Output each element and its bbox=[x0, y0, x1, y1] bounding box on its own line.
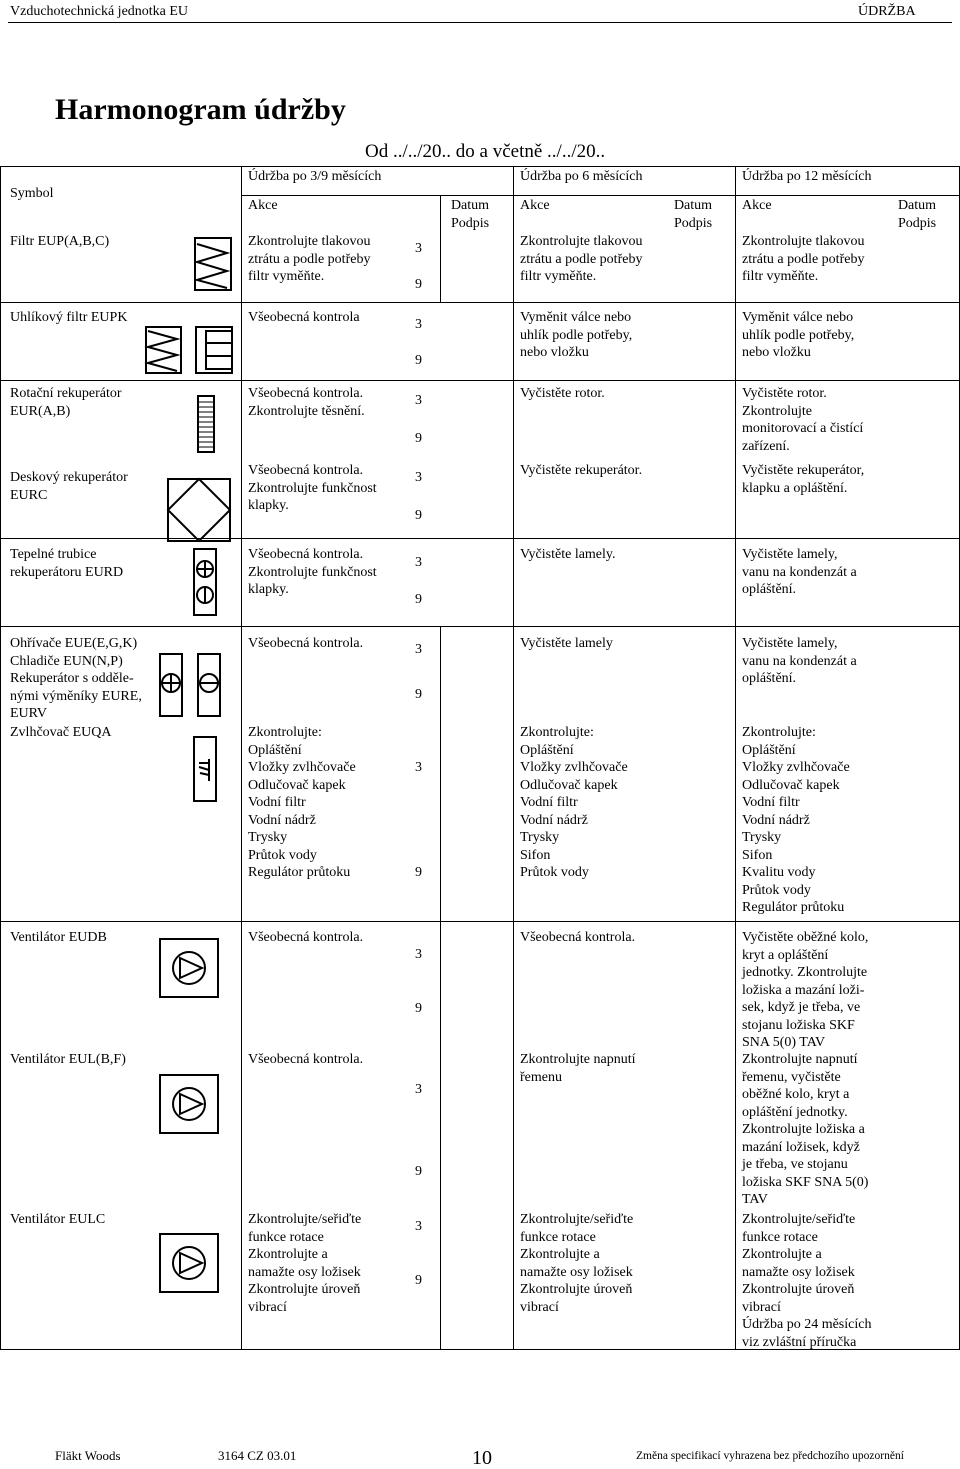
footer-code: 3164 CZ 03.01 bbox=[218, 1448, 297, 1463]
row-rule bbox=[0, 921, 960, 922]
footer-note: Změna specifikací vyhrazena bez předchozího upozornění bbox=[636, 1450, 904, 1462]
action-6: Vyčistěte rotor. bbox=[520, 386, 605, 401]
row-name: Uhlíkový filtr EUPK bbox=[10, 310, 128, 325]
interval-3: 3 bbox=[415, 393, 422, 408]
action-12: Vyčistěte lamely, vanu na kondenzát a opláštění. bbox=[742, 547, 857, 597]
action-3-9: Všeobecná kontrola. bbox=[248, 1052, 364, 1067]
action-3-9: Zkontrolujte: Opláštění Vložky zvlhčovače Odlučovač kapek Vodní filtr Vodní nádrž Trysky Průtok vody Regulátor průtoku bbox=[248, 725, 356, 880]
row-rule bbox=[0, 302, 960, 303]
action-6: Zkontrolujte tlakovou ztrátu a podle potřeby filtr vyměňte. bbox=[520, 234, 643, 284]
col-symbol: Symbol bbox=[10, 186, 54, 201]
action-12: Zkontrolujte/seřiďte funkce rotace Zkontrolujte a namažte osy ložisek Zkontrolujte úroveň vibrací Údržba po 24 měsících viz zvláštní příručka bbox=[742, 1212, 872, 1350]
interval-3: 3 bbox=[415, 1082, 422, 1097]
interval-9: 9 bbox=[415, 508, 422, 523]
interval-3: 3 bbox=[415, 241, 422, 256]
action-3-9: Zkontrolujte/seřiďte funkce rotace Zkontrolujte a namažte osy ložisek Zkontrolujte úroveň vibrací bbox=[248, 1212, 362, 1315]
col-datum-podpis-3: Datum Podpis bbox=[897, 198, 937, 231]
action-12: Zkontrolujte napnutí řemenu, vyčistěte oběžné kolo, kryt a opláštění jednotky. Zkontrolujte ložiska a mazání ložisek, když je třeba, ve stojanu ložiska SKF SNA 5(0) TAV bbox=[742, 1052, 869, 1207]
action-3-9: Všeobecná kontrola bbox=[248, 310, 360, 325]
action-6: Zkontrolujte/seřiďte funkce rotace Zkontrolujte a namažte osy ložisek Zkontrolujte úroveň vibrací bbox=[520, 1212, 634, 1315]
interval-9: 9 bbox=[415, 353, 422, 368]
row-name: Ventilátor EULC bbox=[10, 1212, 106, 1227]
row-rule bbox=[0, 380, 960, 381]
table-left-border bbox=[0, 166, 1, 1349]
fan-icon bbox=[158, 937, 222, 1001]
interval-3: 3 bbox=[415, 760, 422, 775]
heater-cooler-icon bbox=[158, 652, 226, 720]
col-3-9-months: Údržba po 3/9 měsících bbox=[248, 169, 382, 184]
action-6: Zkontrolujte napnutí řemenu bbox=[520, 1052, 636, 1085]
rotary-recuperator-icon bbox=[197, 396, 217, 454]
row-name: Rotační rekuperátor EUR(A,B) bbox=[10, 386, 122, 419]
row-name: Ventilátor EUL(B,F) bbox=[10, 1052, 126, 1067]
col-divider bbox=[513, 166, 514, 1349]
row-name: Deskový rekuperátor EURC bbox=[10, 470, 128, 503]
header-left: Vzduchotechnická jednotka EU bbox=[10, 4, 189, 19]
col-12-months: Údržba po 12 měsících bbox=[742, 169, 872, 184]
row-name: Filtr EUP(A,B,C) bbox=[10, 234, 110, 249]
action-12: Vyčistěte rekuperátor, klapku a opláštění. bbox=[742, 463, 865, 496]
col-akce-3: Akce bbox=[742, 198, 772, 213]
plate-recuperator-icon bbox=[167, 478, 235, 544]
action-3-9: Všeobecná kontrola. Zkontrolujte funkčnost klapky. bbox=[248, 463, 377, 513]
action-3-9: Všeobecná kontrola. bbox=[248, 636, 364, 651]
action-6: Vyčistěte lamely bbox=[520, 636, 613, 651]
interval-9: 9 bbox=[415, 865, 422, 880]
interval-9: 9 bbox=[415, 1001, 422, 1016]
action-6: Vyměnit válce nebo uhlík podle potřeby, nebo vložku bbox=[520, 310, 633, 360]
row-name: Ohřívače EUE(E,G,K) Chladiče EUN(N,P) Rekuperátor s odděle- nými výměníky EURE, EURV bbox=[10, 636, 142, 721]
action-6: Všeobecná kontrola. bbox=[520, 930, 636, 945]
interval-9: 9 bbox=[415, 592, 422, 607]
action-3-9: Všeobecná kontrola. Zkontrolujte těsnění. bbox=[248, 386, 365, 419]
col-akce-1: Akce bbox=[248, 198, 278, 213]
interval-3: 3 bbox=[415, 1219, 422, 1234]
action-6: Vyčistěte lamely. bbox=[520, 547, 616, 562]
col-datum-podpis-2: Datum Podpis bbox=[673, 198, 713, 231]
interval-3: 3 bbox=[415, 555, 422, 570]
carbon-filter-icon bbox=[144, 327, 239, 375]
interval-9: 9 bbox=[415, 277, 422, 292]
interval-3: 3 bbox=[415, 947, 422, 962]
page-title: Harmonogram údržby bbox=[55, 93, 346, 126]
row-name: Ventilátor EUDB bbox=[10, 930, 107, 945]
header-right: ÚDRŽBA bbox=[858, 4, 916, 19]
col-divider bbox=[241, 166, 242, 1349]
action-3-9: Všeobecná kontrola. Zkontrolujte funkčnost klapky. bbox=[248, 547, 377, 597]
period-line: Od ../../20.. do a včetně ../../20.. bbox=[365, 141, 606, 162]
action-12: Vyčistěte oběžné kolo, kryt a opláštění jednotky. Zkontrolujte ložiska a mazání loži- sek, když je třeba, ve stojanu ložiska SKF SNA 5(0) TAV bbox=[742, 930, 869, 1050]
interval-3: 3 bbox=[415, 470, 422, 485]
fan-icon bbox=[158, 1073, 222, 1137]
action-6: Vyčistěte rekuperátor. bbox=[520, 463, 643, 478]
interval-3: 3 bbox=[415, 642, 422, 657]
action-12: Vyčistěte rotor. Zkontrolujte monitorovací a čistící zařízení. bbox=[742, 386, 864, 454]
table-top-rule bbox=[0, 166, 960, 167]
row-rule bbox=[0, 538, 960, 539]
header-rule bbox=[8, 22, 952, 23]
action-6: Zkontrolujte: Opláštění Vložky zvlhčovače Odlučovač kapek Vodní filtr Vodní nádrž Trysky Sifon Průtok vody bbox=[520, 725, 628, 880]
interval-3: 3 bbox=[415, 317, 422, 332]
col-divider bbox=[735, 166, 736, 1349]
interval-9: 9 bbox=[415, 687, 422, 702]
action-12: Vyměnit válce nebo uhlík podle potřeby, nebo vložku bbox=[742, 310, 855, 360]
action-12: Vyčistěte lamely, vanu na kondenzát a opláštění. bbox=[742, 636, 857, 686]
row-rule bbox=[0, 626, 960, 627]
filter-bag-icon bbox=[195, 238, 235, 292]
heat-pipe-icon bbox=[193, 549, 219, 617]
col-datum-podpis-1: Datum Podpis bbox=[450, 198, 490, 231]
col-divider bbox=[440, 626, 441, 1349]
row-name: Tepelné trubice rekuperátoru EURD bbox=[10, 547, 124, 580]
fan-icon bbox=[158, 1232, 222, 1296]
interval-9: 9 bbox=[415, 1164, 422, 1179]
col-6-months: Údržba po 6 měsících bbox=[520, 169, 643, 184]
row-name: Zvlhčovač EUQA bbox=[10, 725, 112, 740]
col-akce-2: Akce bbox=[520, 198, 550, 213]
page-number: 10 bbox=[472, 1447, 492, 1469]
humidifier-icon bbox=[193, 737, 219, 803]
interval-9: 9 bbox=[415, 1273, 422, 1288]
action-3-9: Zkontrolujte tlakovou ztrátu a podle potřeby filtr vyměňte. bbox=[248, 234, 371, 284]
footer-company: Fläkt Woods bbox=[55, 1448, 121, 1463]
action-3-9: Všeobecná kontrola. bbox=[248, 930, 364, 945]
interval-9: 9 bbox=[415, 431, 422, 446]
subheader-rule bbox=[241, 195, 960, 196]
action-12: Zkontrolujte tlakovou ztrátu a podle potřeby filtr vyměňte. bbox=[742, 234, 865, 284]
action-12: Zkontrolujte: Opláštění Vložky zvlhčovače Odlučovač kapek Vodní filtr Vodní nádrž Trysky Sifon Kvalitu vody Průtok vody Regulátor průtoku bbox=[742, 725, 850, 915]
